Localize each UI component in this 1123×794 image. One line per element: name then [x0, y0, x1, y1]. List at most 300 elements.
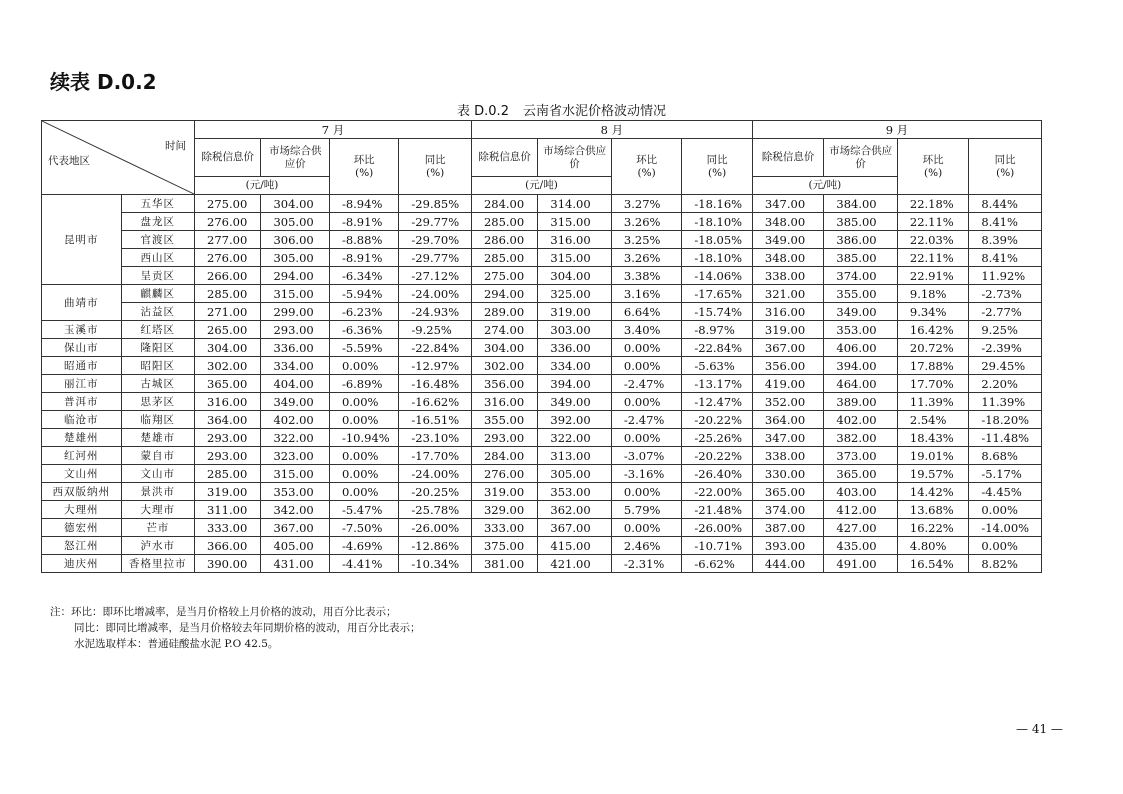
value-cell: -6.34%: [329, 267, 398, 285]
value-cell: 319.00: [471, 483, 537, 501]
value-cell: 14.42%: [897, 483, 968, 501]
district-cell: 昭阳区: [121, 357, 195, 375]
city-cell: 迪庆州: [42, 555, 122, 573]
table-row: [42, 411, 1042, 429]
value-cell: 319.00: [752, 321, 823, 339]
value-cell: 316.00: [195, 393, 261, 411]
value-cell: 17.88%: [897, 357, 968, 375]
district-cell: 景洪市: [121, 483, 195, 501]
value-cell: 3.25%: [611, 231, 681, 249]
value-cell: -18.10%: [682, 213, 753, 231]
value-cell: -8.97%: [682, 321, 753, 339]
city-cell: 德宏州: [42, 519, 122, 537]
district-cell: 楚雄市: [121, 429, 195, 447]
district-cell: 沾益区: [121, 303, 195, 321]
value-cell: 9.18%: [897, 285, 968, 303]
value-cell: -17.65%: [682, 285, 753, 303]
value-cell: 293.00: [261, 321, 329, 339]
value-cell: 285.00: [471, 249, 537, 267]
value-cell: -2.73%: [969, 285, 1042, 303]
value-cell: 315.00: [538, 213, 612, 231]
value-cell: -16.48%: [399, 375, 472, 393]
corner-header: [42, 121, 195, 195]
table-row: [42, 267, 1042, 285]
note-line: 水泥选取样本：普通硅酸盐水泥 P.O 42.5。: [74, 638, 279, 650]
value-cell: -29.77%: [399, 249, 472, 267]
value-cell: -2.47%: [611, 375, 681, 393]
value-cell: 0.00%: [611, 357, 681, 375]
value-cell: 305.00: [261, 249, 329, 267]
value-cell: 276.00: [195, 249, 261, 267]
value-cell: 365.00: [824, 465, 898, 483]
table-row: [42, 447, 1042, 465]
unit-label: (元/吨): [195, 177, 330, 195]
value-cell: 389.00: [824, 393, 898, 411]
value-cell: -12.86%: [399, 537, 472, 555]
value-cell: 405.00: [261, 537, 329, 555]
value-cell: 362.00: [538, 501, 612, 519]
unit-label: (元/吨): [752, 177, 897, 195]
value-cell: 349.00: [538, 393, 612, 411]
col-yoy: 同比 (%): [682, 139, 753, 195]
value-cell: 386.00: [824, 231, 898, 249]
value-cell: 22.91%: [897, 267, 968, 285]
value-cell: 0.00%: [611, 483, 681, 501]
value-cell: 322.00: [261, 429, 329, 447]
value-cell: 349.00: [824, 303, 898, 321]
district-cell: 五华区: [121, 195, 195, 213]
value-cell: 8.39%: [969, 231, 1042, 249]
table-header: [42, 121, 1042, 195]
city-cell: 昭通市: [42, 357, 122, 375]
col-market: 市场综合供应价: [824, 139, 898, 177]
value-cell: 333.00: [195, 519, 261, 537]
value-cell: 304.00: [538, 267, 612, 285]
value-cell: 316.00: [471, 393, 537, 411]
value-cell: -6.89%: [329, 375, 398, 393]
value-cell: -18.20%: [969, 411, 1042, 429]
value-cell: 285.00: [471, 213, 537, 231]
value-cell: 314.00: [538, 195, 612, 213]
value-cell: -5.94%: [329, 285, 398, 303]
col-market: 市场综合供应价: [261, 139, 329, 177]
value-cell: 293.00: [195, 447, 261, 465]
city-cell: 丽江市: [42, 375, 122, 393]
value-cell: 266.00: [195, 267, 261, 285]
value-cell: 304.00: [261, 195, 329, 213]
value-cell: 8.68%: [969, 447, 1042, 465]
value-cell: 302.00: [471, 357, 537, 375]
value-cell: 11.39%: [897, 393, 968, 411]
value-cell: 348.00: [752, 213, 823, 231]
table-row: [42, 195, 1042, 213]
value-cell: 402.00: [261, 411, 329, 429]
corner-region-label: 代表地区: [48, 155, 90, 167]
value-cell: 382.00: [824, 429, 898, 447]
value-cell: 431.00: [261, 555, 329, 573]
district-cell: 麒麟区: [121, 285, 195, 303]
value-cell: -3.16%: [611, 465, 681, 483]
value-cell: -15.74%: [682, 303, 753, 321]
value-cell: 394.00: [824, 357, 898, 375]
value-cell: 329.00: [471, 501, 537, 519]
value-cell: -10.34%: [399, 555, 472, 573]
value-cell: -13.17%: [682, 375, 753, 393]
value-cell: -16.51%: [399, 411, 472, 429]
value-cell: 0.00%: [329, 447, 398, 465]
value-cell: 302.00: [195, 357, 261, 375]
value-cell: 367.00: [538, 519, 612, 537]
table-row: [42, 321, 1042, 339]
value-cell: -24.93%: [399, 303, 472, 321]
value-cell: 464.00: [824, 375, 898, 393]
value-cell: 322.00: [538, 429, 612, 447]
city-cell: 玉溪市: [42, 321, 122, 339]
value-cell: 299.00: [261, 303, 329, 321]
col-price: 除税信息价: [195, 139, 261, 177]
value-cell: 0.00%: [329, 357, 398, 375]
value-cell: 315.00: [261, 285, 329, 303]
value-cell: 0.00%: [611, 429, 681, 447]
value-cell: -14.00%: [969, 519, 1042, 537]
table-row: [42, 231, 1042, 249]
value-cell: 367.00: [752, 339, 823, 357]
value-cell: 385.00: [824, 213, 898, 231]
value-cell: 412.00: [824, 501, 898, 519]
table-row: [42, 249, 1042, 267]
table-row: [42, 375, 1042, 393]
value-cell: 491.00: [824, 555, 898, 573]
value-cell: -6.62%: [682, 555, 753, 573]
value-cell: 13.68%: [897, 501, 968, 519]
value-cell: 404.00: [261, 375, 329, 393]
value-cell: 276.00: [471, 465, 537, 483]
value-cell: 9.34%: [897, 303, 968, 321]
table-row: [42, 303, 1042, 321]
value-cell: 353.00: [824, 321, 898, 339]
value-cell: 374.00: [824, 267, 898, 285]
value-cell: 364.00: [195, 411, 261, 429]
city-cell: 曲靖市: [42, 285, 122, 321]
value-cell: 304.00: [471, 339, 537, 357]
district-cell: 思茅区: [121, 393, 195, 411]
district-cell: 西山区: [121, 249, 195, 267]
note-line: 同比：即同比增减率，是当月价格较去年同期价格的波动，用百分比表示；: [74, 622, 421, 634]
value-cell: 0.00%: [329, 465, 398, 483]
value-cell: 275.00: [195, 195, 261, 213]
value-cell: -8.88%: [329, 231, 398, 249]
value-cell: 347.00: [752, 429, 823, 447]
value-cell: 384.00: [824, 195, 898, 213]
value-cell: 3.38%: [611, 267, 681, 285]
value-cell: 0.00%: [611, 519, 681, 537]
value-cell: 365.00: [195, 375, 261, 393]
value-cell: 373.00: [824, 447, 898, 465]
district-cell: 盘龙区: [121, 213, 195, 231]
col-mom: 环比 (%): [329, 139, 398, 195]
corner-time-label: 时间: [165, 140, 187, 152]
value-cell: 356.00: [471, 375, 537, 393]
value-cell: 304.00: [195, 339, 261, 357]
value-cell: 319.00: [195, 483, 261, 501]
value-cell: -7.50%: [329, 519, 398, 537]
value-cell: 2.20%: [969, 375, 1042, 393]
value-cell: -6.36%: [329, 321, 398, 339]
table-row: [42, 429, 1042, 447]
value-cell: 11.39%: [969, 393, 1042, 411]
value-cell: 321.00: [752, 285, 823, 303]
district-cell: 红塔区: [121, 321, 195, 339]
col-market: 市场综合供应价: [538, 139, 612, 177]
value-cell: -18.05%: [682, 231, 753, 249]
value-cell: 435.00: [824, 537, 898, 555]
value-cell: 22.03%: [897, 231, 968, 249]
value-cell: -22.84%: [682, 339, 753, 357]
value-cell: 293.00: [195, 429, 261, 447]
table-caption-title: 云南省水泥价格波动情况: [522, 104, 666, 119]
value-cell: 315.00: [538, 249, 612, 267]
value-cell: 305.00: [261, 213, 329, 231]
city-cell: 楚雄州: [42, 429, 122, 447]
value-cell: -21.48%: [682, 501, 753, 519]
value-cell: -18.16%: [682, 195, 753, 213]
district-cell: 官渡区: [121, 231, 195, 249]
value-cell: -5.47%: [329, 501, 398, 519]
col-yoy: 同比 (%): [399, 139, 472, 195]
value-cell: 421.00: [538, 555, 612, 573]
value-cell: 0.00%: [329, 483, 398, 501]
col-price: 除税信息价: [471, 139, 537, 177]
value-cell: 348.00: [752, 249, 823, 267]
value-cell: 274.00: [471, 321, 537, 339]
value-cell: 2.54%: [897, 411, 968, 429]
page-heading: 续表 D.0.2: [50, 70, 157, 94]
value-cell: 284.00: [471, 195, 537, 213]
value-cell: 0.00%: [329, 411, 398, 429]
value-cell: 276.00: [195, 213, 261, 231]
district-cell: 古城区: [121, 375, 195, 393]
col-price: 除税信息价: [752, 139, 823, 177]
value-cell: -20.22%: [682, 447, 753, 465]
value-cell: 334.00: [261, 357, 329, 375]
value-cell: 11.92%: [969, 267, 1042, 285]
table-row: [42, 501, 1042, 519]
district-cell: 芒市: [121, 519, 195, 537]
value-cell: 20.72%: [897, 339, 968, 357]
table-row: [42, 519, 1042, 537]
value-cell: 375.00: [471, 537, 537, 555]
value-cell: 338.00: [752, 447, 823, 465]
value-cell: 311.00: [195, 501, 261, 519]
value-cell: 313.00: [538, 447, 612, 465]
value-cell: -10.71%: [682, 537, 753, 555]
value-cell: 355.00: [471, 411, 537, 429]
value-cell: -8.91%: [329, 213, 398, 231]
value-cell: 315.00: [261, 465, 329, 483]
value-cell: -2.39%: [969, 339, 1042, 357]
value-cell: 392.00: [538, 411, 612, 429]
value-cell: 0.00%: [611, 393, 681, 411]
city-cell: 临沧市: [42, 411, 122, 429]
value-cell: 294.00: [471, 285, 537, 303]
value-cell: -5.59%: [329, 339, 398, 357]
table-row: [42, 339, 1042, 357]
table-row: [42, 357, 1042, 375]
value-cell: 394.00: [538, 375, 612, 393]
value-cell: -14.06%: [682, 267, 753, 285]
value-cell: 303.00: [538, 321, 612, 339]
value-cell: 285.00: [195, 465, 261, 483]
value-cell: 338.00: [752, 267, 823, 285]
value-cell: -9.25%: [399, 321, 472, 339]
value-cell: 271.00: [195, 303, 261, 321]
value-cell: 286.00: [471, 231, 537, 249]
value-cell: 8.41%: [969, 249, 1042, 267]
district-cell: 大理市: [121, 501, 195, 519]
value-cell: 5.79%: [611, 501, 681, 519]
district-cell: 香格里拉市: [121, 555, 195, 573]
value-cell: -27.12%: [399, 267, 472, 285]
col-yoy: 同比 (%): [969, 139, 1042, 195]
value-cell: 336.00: [261, 339, 329, 357]
value-cell: 8.82%: [969, 555, 1042, 573]
district-cell: 泸水市: [121, 537, 195, 555]
value-cell: -26.00%: [682, 519, 753, 537]
cement-price-table: [41, 120, 1042, 573]
table-notes: [50, 604, 421, 652]
value-cell: 356.00: [752, 357, 823, 375]
value-cell: 419.00: [752, 375, 823, 393]
value-cell: 265.00: [195, 321, 261, 339]
value-cell: 22.11%: [897, 213, 968, 231]
value-cell: 293.00: [471, 429, 537, 447]
value-cell: 277.00: [195, 231, 261, 249]
value-cell: 387.00: [752, 519, 823, 537]
page-number: — 41 —: [1016, 722, 1063, 736]
value-cell: 364.00: [752, 411, 823, 429]
value-cell: 390.00: [195, 555, 261, 573]
value-cell: -4.69%: [329, 537, 398, 555]
value-cell: 305.00: [538, 465, 612, 483]
value-cell: -4.41%: [329, 555, 398, 573]
value-cell: 3.16%: [611, 285, 681, 303]
value-cell: -17.70%: [399, 447, 472, 465]
value-cell: -29.70%: [399, 231, 472, 249]
value-cell: 22.18%: [897, 195, 968, 213]
value-cell: 2.46%: [611, 537, 681, 555]
value-cell: 342.00: [261, 501, 329, 519]
value-cell: 16.54%: [897, 555, 968, 573]
value-cell: 0.00%: [969, 537, 1042, 555]
city-cell: 红河州: [42, 447, 122, 465]
value-cell: -12.47%: [682, 393, 753, 411]
value-cell: 18.43%: [897, 429, 968, 447]
value-cell: 353.00: [538, 483, 612, 501]
value-cell: 366.00: [195, 537, 261, 555]
value-cell: -2.47%: [611, 411, 681, 429]
table-row: [42, 465, 1042, 483]
unit-label: (元/吨): [471, 177, 611, 195]
value-cell: 352.00: [752, 393, 823, 411]
city-cell: 昆明市: [42, 195, 122, 285]
value-cell: 347.00: [752, 195, 823, 213]
value-cell: 427.00: [824, 519, 898, 537]
value-cell: 334.00: [538, 357, 612, 375]
value-cell: 17.70%: [897, 375, 968, 393]
value-cell: 3.40%: [611, 321, 681, 339]
value-cell: 323.00: [261, 447, 329, 465]
value-cell: 22.11%: [897, 249, 968, 267]
value-cell: 9.25%: [969, 321, 1042, 339]
value-cell: 289.00: [471, 303, 537, 321]
value-cell: -12.97%: [399, 357, 472, 375]
value-cell: -4.45%: [969, 483, 1042, 501]
value-cell: 316.00: [752, 303, 823, 321]
value-cell: -24.00%: [399, 465, 472, 483]
value-cell: -25.26%: [682, 429, 753, 447]
value-cell: -2.31%: [611, 555, 681, 573]
value-cell: 402.00: [824, 411, 898, 429]
table-row: [42, 483, 1042, 501]
value-cell: 403.00: [824, 483, 898, 501]
table-body: [42, 195, 1042, 573]
value-cell: 444.00: [752, 555, 823, 573]
value-cell: 8.41%: [969, 213, 1042, 231]
value-cell: 306.00: [261, 231, 329, 249]
month-header-9: 9 月: [752, 121, 1041, 139]
month-header-8: 8 月: [471, 121, 752, 139]
value-cell: 367.00: [261, 519, 329, 537]
value-cell: -3.07%: [611, 447, 681, 465]
value-cell: 19.01%: [897, 447, 968, 465]
value-cell: -5.63%: [682, 357, 753, 375]
district-cell: 隆阳区: [121, 339, 195, 357]
value-cell: 349.00: [261, 393, 329, 411]
city-cell: 文山州: [42, 465, 122, 483]
value-cell: -10.94%: [329, 429, 398, 447]
value-cell: 16.42%: [897, 321, 968, 339]
value-cell: -8.91%: [329, 249, 398, 267]
value-cell: -20.25%: [399, 483, 472, 501]
value-cell: -2.77%: [969, 303, 1042, 321]
note-line: 注：环比：即环比增减率，是当月价格较上月价格的波动，用百分比表示；: [50, 606, 397, 618]
value-cell: -6.23%: [329, 303, 398, 321]
value-cell: 349.00: [752, 231, 823, 249]
value-cell: 0.00%: [329, 393, 398, 411]
value-cell: 415.00: [538, 537, 612, 555]
city-cell: 怒江州: [42, 537, 122, 555]
city-cell: 西双版纳州: [42, 483, 122, 501]
col-mom: 环比 (%): [897, 139, 968, 195]
value-cell: 19.57%: [897, 465, 968, 483]
city-cell: 大理州: [42, 501, 122, 519]
value-cell: 4.80%: [897, 537, 968, 555]
table-row: [42, 393, 1042, 411]
value-cell: 285.00: [195, 285, 261, 303]
value-cell: -18.10%: [682, 249, 753, 267]
value-cell: -26.40%: [682, 465, 753, 483]
value-cell: 316.00: [538, 231, 612, 249]
value-cell: 0.00%: [611, 339, 681, 357]
value-cell: -26.00%: [399, 519, 472, 537]
value-cell: -22.84%: [399, 339, 472, 357]
value-cell: 8.44%: [969, 195, 1042, 213]
value-cell: 374.00: [752, 501, 823, 519]
value-cell: 284.00: [471, 447, 537, 465]
value-cell: 6.64%: [611, 303, 681, 321]
value-cell: 330.00: [752, 465, 823, 483]
value-cell: -11.48%: [969, 429, 1042, 447]
